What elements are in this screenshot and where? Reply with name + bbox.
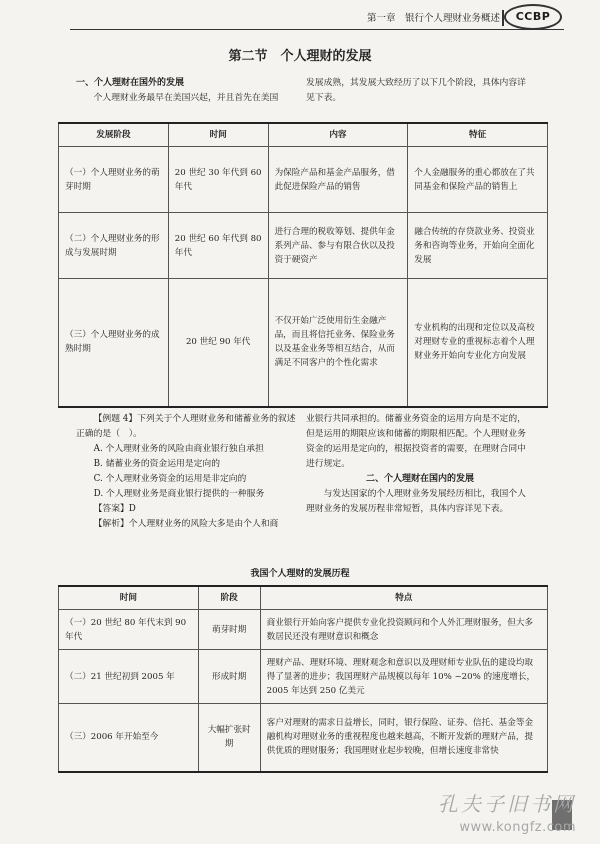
table-row [59,147,548,213]
option-a: A. 个人理财业务的风险由商业银行独自承担 [93,444,264,454]
table-row [59,650,548,704]
header-feature: 特点 [260,586,547,610]
time-cell: （一）20 世纪 80 年代末到 90 年代 [59,610,199,650]
table-row [59,279,548,407]
option-b: B. 储蓄业务的资金运用是定向的 [93,459,221,469]
domestic-development-table [58,585,548,773]
header-stage: 阶段 [198,586,260,610]
time-cell: 20 世纪 60 年代到 80 年代 [168,213,268,279]
example-answer: 【答案】D [93,504,136,514]
stage-cell: （一）个人理财业务的萌芽时期 [59,147,169,213]
domestic-paragraph: 与发达国家的个人理财业务发展经历相比，我国个人理财业务的发展历程非常短暂，具体内容详见下表。 [306,489,526,514]
ccbp-logo: CCBP [504,4,562,30]
time-cell: 20 世纪 30 年代到 60 年代 [168,147,268,213]
header-feature: 特征 [408,123,548,147]
stage-cell: （三）个人理财业务的成熟时期 [59,279,169,407]
watermark [438,790,576,838]
stage-cell: 大幅扩张时期 [198,704,260,772]
table-row [59,213,548,279]
table-caption: 我国个人理财的发展历程 [250,569,350,579]
analysis-continuation: 业银行共同承担的。储蓄业务资金的运用方向是不定的，但是运用的期限应该和储蓄的期限相匹配。个人理财业务资金的运用是定向的，根据投资者的需要，在理财合同中进行规定。 [306,414,526,469]
table-row [59,704,548,772]
stage-cell: 形成时期 [198,650,260,704]
chapter-title: 第一章 银行个人理财业务概述 [366,13,500,24]
domestic-right-column [306,412,534,517]
feature-cell: 融合传统的存贷款业务、投资业务和咨询等业务，开始向全面化发展 [408,213,548,279]
time-cell: （二）21 世纪初到 2005 年 [59,650,199,704]
watermark-url: www.kongfz.com [459,820,576,835]
content-cell: 进行合理的税收筹划、提供年金系列产品、参与有限合伙以及投资于硬资产 [268,213,408,279]
option-d: D. 个人理财业务是商业银行提供的一种服务 [93,489,265,499]
header-time: 时间 [59,586,199,610]
intro-left-text: 个人理财业务最早在美国兴起，并且首先在美国 [93,93,279,103]
intro-heading: 一、个人理财在国外的发展 [76,78,185,88]
feature-cell: 客户对理财的需求日益增长，同时，银行保险、证券、信托、基金等金融机构对理财业务的重视程度也越来越高，不断开发新的理财产品，提供优质的理财服务；我国理财业起步较晚，但增长速度非常快 [260,704,547,772]
intro-left-column [76,76,304,106]
example-block [76,412,304,532]
table-row [59,610,548,650]
feature-cell: 商业银行开始向客户提供专业化投资顾问和个人外汇理财服务，但大多数居民还没有理财意识和概念 [260,610,547,650]
feature-cell: 个人金融服务的重心都放在了共同基金和保险产品的销售上 [408,147,548,213]
intro-right-column [306,76,534,106]
stage-cell: 萌芽时期 [198,610,260,650]
section-title: 第二节 个人理财的发展 [228,49,372,64]
domestic-heading: 二、个人理财在国内的发展 [365,474,474,484]
option-c: C. 个人理财业务资金的运用是非定向的 [93,474,247,484]
example-question: 【例题 4】下列关于个人理财业务和储蓄业务的叙述正确的是（ ）。 [76,414,296,439]
header-stage: 发展阶段 [59,123,169,147]
feature-cell: 理财产品、理财环境、理财观念和意识以及理财师专业队伍的建设均取得了显著的进步；我国理财产品规模以每年 10% ~20% 的速度增长，2005 年达到 250 亿美元 [260,650,547,704]
content-cell: 为保险产品和基金产品服务，借此促进保险产品的销售 [268,147,408,213]
example-analysis: 【解析】个人理财业务的风险大多是由个人和商 [93,519,279,529]
intro-right-text: 发展成熟，其发展大致经历了以下几个阶段，具体内容详见下表。 [306,78,526,103]
stage-cell: （二）个人理财业务的形成与发展时期 [59,213,169,279]
time-cell: 20 世纪 90 年代 [168,279,268,407]
content-cell: 不仅开始广泛使用衍生金融产品，而且将信托业务、保险业务以及基金业务等相互结合，从而满足不同客户的个性化需求 [268,279,408,407]
header-rule [70,29,564,30]
header-time: 时间 [168,123,268,147]
foreign-development-table [58,122,548,408]
watermark-title: 孔夫子旧书网 [438,792,576,816]
header-content: 内容 [268,123,408,147]
page-header [0,0,600,32]
time-cell: （三）2006 年开始至今 [59,704,199,772]
feature-cell: 专业机构的出现和定位以及高校对理财专业的重视标志着个人理财业务开始向专业化方向发展 [408,279,548,407]
